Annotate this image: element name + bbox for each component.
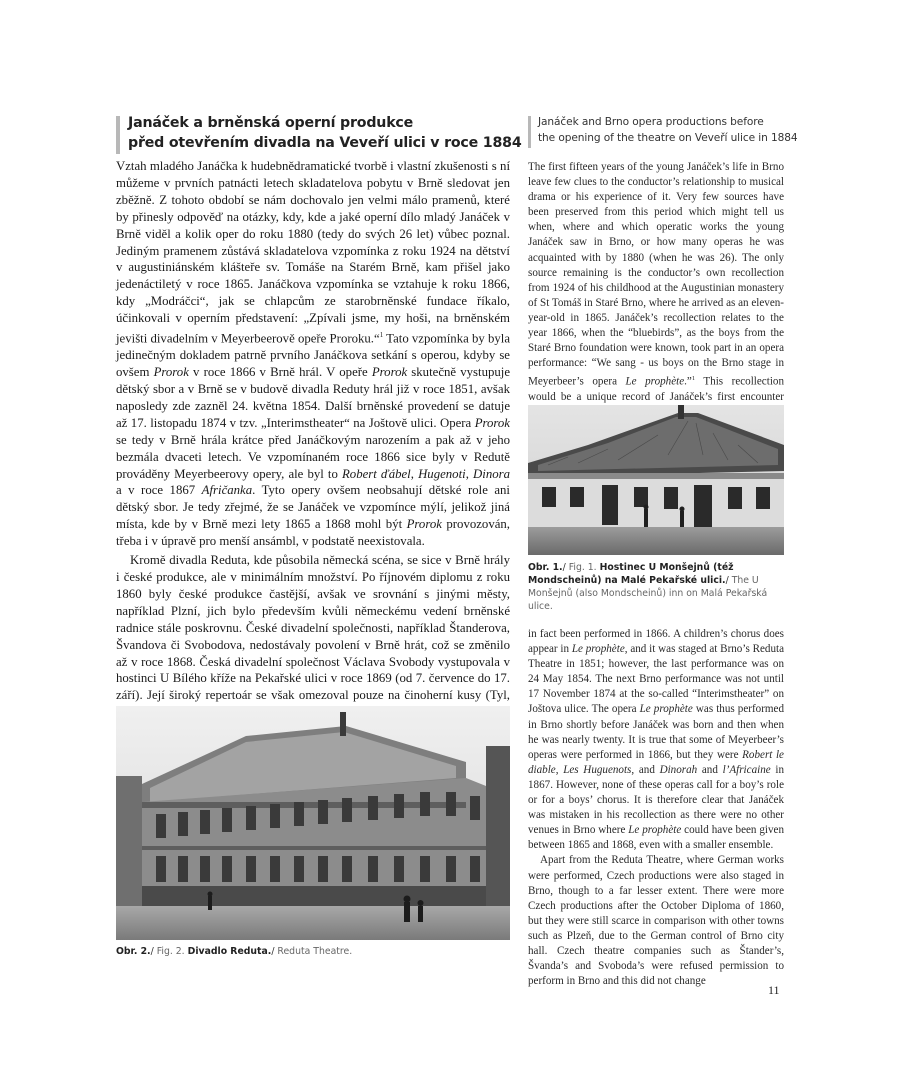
- fig2-label-en: Fig. 2.: [156, 946, 185, 957]
- footnote-marker: 1: [379, 331, 384, 340]
- reduta-theatre-photo-illustration: [116, 706, 510, 940]
- text-run: , and: [631, 763, 660, 776]
- text-run: skutečně vystupuje dětský sbor a v Brně se v budově divadla Reduty hrál již v roce 1851, avšak naposledy zde zazněl 24. května 1854. Další brněnské provedení se datuje až 17. listopadu 1874 v tzv. „Interimstheater“ na Joštově ulici. Opera: [116, 365, 510, 430]
- text-run: Vztah mladého Janáčka k hudebnědramatické tvorbě i vlastní zkušenosti s ní můžeme v prvních patnácti letech skladatelova pobytu v Brně sledovat jen zběžně. Z tohoto období se nám dochovalo jen velmi málo pramenů, které by přinesly odpověď na otázky, kdy, kde a jaké operní dílo mladý Janáček v Brně viděl a kolik oper do roku 1880 (tedy do svých 26 let) vůbec poznal. Jediným pramenem zůstává skladatelova vzpomínka z roku 1924 na dětství v augustiniánském klášteře sv. Tomáše na Starém Brně, kam přišel jako jedenáctiletý v roce 1865. Janáčkova vzpomínka se vztahuje k roku 1866, kdy „Modráčci“, jak se chlapcům ze starobrněnské fundace říkalo, účinkovali v operním představení: „Zpívali jsme, my hoši, na brněnském jevišti divadelním v Meyerbeerově opeře Proroku.“: [116, 159, 510, 346]
- text-run: could have been given between 1865 and 1868, even with a smaller ensemble.: [528, 824, 784, 852]
- fig2-caption: [116, 945, 510, 958]
- english-paragraph-2: Apart from the Reduta Theatre, where German works were performed, Czech productions were also staged in Brno, though to a far lesser extent. There were more Czech productions after the October Diploma of 1860, but they were still scarce in comparison with other towns such as Plzeň, due to the German control of Brno city hall. Czech theatre companies such as Štander’s, Švanda’s and Svoboda’s were refused permission to perform in Brno and this did not change: [528, 854, 784, 988]
- fig2-slash-2: /: [271, 946, 275, 957]
- english-paragraph-1: [528, 160, 784, 420]
- czech-paragraph-2: Kromě divadla Reduta, kde působila německá scéna, se sice v Brně hrály i české produkce, ale v minimálním množství. Po říjnovém diplomu z roku 1860 byly české produkce častější, avšak ve srovnání s jinými městy, například Plzní, jich bylo především kvůli německému vedení brněnské radnice stále poskrovnu. České divadelní společnosti, například Štanderova, Švandova či Svobodova, nedostávaly povolení v Brně hrát, což se změnilo až v roce 1868. Česká divadelní společnost Václava Svobody vystupovala v hostinci U Bílého kříže na Pekařské ulici v roce 1869 (od 7. července do 17. září). Její široký repertoár se však omezoval pouze na činoherní kusy (Tyl,: [116, 553, 510, 703]
- english-body-text-top: [528, 160, 784, 420]
- opera-title: Les Huguenots: [563, 763, 632, 776]
- opera-title: Dinora: [473, 466, 510, 481]
- text-run: ,: [410, 466, 419, 481]
- text-run: in fact been performed in 1866. A children’s chorus does appear in: [528, 628, 784, 656]
- opera-title: Afričanka: [201, 483, 253, 498]
- text-run: and: [697, 763, 723, 776]
- fig1-caption: [528, 561, 784, 613]
- opera-title: Prorok: [406, 517, 442, 532]
- reduta-theatre-photo: [116, 706, 510, 940]
- inn-photo: [528, 405, 784, 555]
- fig1-label-cz: Obr. 1.: [528, 562, 563, 573]
- footnote-marker: 1: [691, 375, 696, 383]
- opera-title: Prorok: [371, 365, 408, 380]
- fig1-slash-2: /: [725, 575, 729, 586]
- text-run: se tedy v Brně hrála krátce před Janáčkovým narozením a pak až v jeho bezmála dvaceti letech. Ve vzpomínaném roce 1866 sice byly v Redutě prováděny Meyerbeerovy opery, ale byl to: [116, 432, 510, 481]
- english-heading-line-2: the opening of the theatre on Veveří ulice in 1884: [538, 132, 798, 144]
- english-heading: [528, 114, 798, 146]
- text-run: a v roce 1867: [116, 483, 202, 498]
- opera-title: Prorok: [153, 365, 189, 380]
- fig2-label-cz: Obr. 2.: [116, 946, 151, 957]
- opera-title: Prorok: [474, 415, 510, 430]
- opera-title: Robert le diable: [528, 748, 784, 776]
- english-paragraph-1-continued: [528, 627, 784, 853]
- czech-body-text: [116, 158, 510, 721]
- text-run: Tato vzpomínka by byla jedinečným dokladem patrně prvního Janáčkova setkání s operou, kdyby se ovšem: [116, 331, 511, 380]
- english-body-text-bottom: [528, 627, 784, 989]
- text-run: ,: [555, 763, 564, 776]
- fig1-slash-1: /: [562, 562, 566, 573]
- text-run: v roce 1866 v Brně hrál. V opeře: [188, 365, 372, 380]
- english-column: [528, 114, 798, 420]
- english-heading-line-1: Janáček and Brno opera productions before: [538, 116, 764, 128]
- czech-heading: [116, 114, 522, 153]
- opera-title: Le prophète: [639, 703, 693, 716]
- fig2-title-cz: Divadlo Reduta.: [187, 946, 272, 957]
- fig1-title-en: The U Monšejnů (also Mondscheinů) inn on Malá Pekařská ulice.: [528, 575, 768, 612]
- fig1-title-cz: Hostinec U Monšejnů (též Mondscheinů) na Malé Pekařské ulici.: [528, 562, 734, 586]
- text-run: provozován, třeba i v úpravě pro menší ansámbl, v podstatě neexistovala.: [116, 517, 510, 549]
- text-run: . Tyto opery ovšem neobsahují dětské role ani dětský sbor. Je tedy zřejmé, že se Janáček ve vzpomínce mýlí, jelikož jiná místa, kde by v Brně mezi lety 1865 a 1868 mohl být: [116, 483, 510, 532]
- text-run: .”: [684, 376, 692, 388]
- opera-title: Hugenoti: [418, 466, 466, 481]
- opera-title: Dinorah: [659, 763, 698, 776]
- opera-title: Le prophète: [571, 643, 625, 656]
- text-run: in 1867. However, none of these operas call for a boy’s role or for a boys’ chorus. It is therefore clear that Janáček was mistaken in his recollection as there were no other venues in Brno where: [528, 763, 784, 837]
- text-run: This recollection would be a unique record of Janáček’s first encounter: [528, 376, 784, 404]
- czech-column: [116, 114, 522, 721]
- fig1-label-en: Fig. 1.: [568, 562, 597, 573]
- opera-title: Le prophète: [625, 376, 685, 388]
- text-run: The first fifteen years of the young Janáček’s life in Brno leave few clues to the conductor’s relationship to musical drama or his experience of it. Very few sources have been preserved from this period which might tell us when, where and which operatic works the young Janáček saw in Brno, or how many operas he was acquainted with by 1880 (when he was 26). The only source remaining is the conductor’s own recollection from 1924 of his childhood at the Augustinian monastery of St Tomáš in Staré Brno, where he arrived as an eleven-year-old in 1865. Janáček’s recollection relates to the year 1866, when the “bluebirds”, as the boys from the Staré Brno foundation were known, took part in an opera performance: “We sang - us boys on the Brno stage in Meyerbeer’s opera: [528, 161, 784, 388]
- text-run: ,: [465, 466, 474, 481]
- czech-heading-line-2: před otevřením divadla na Veveří ulici v roce 1884: [128, 134, 522, 151]
- text-run: , and it was staged at Brno’s Reduta Theatre in 1851; however, the last performance was on 24 May 1854. The next Brno performance was not until 17 November 1874 at the so-called “Interimstheater” on Joštova ulice. The opera: [528, 643, 784, 716]
- page-number: 11: [768, 983, 780, 997]
- opera-title: Robert ďábel: [341, 466, 411, 481]
- opera-title: l’Africaine: [722, 763, 771, 776]
- czech-paragraph-1: [116, 158, 510, 550]
- fig2-slash-1: /: [150, 946, 154, 957]
- opera-title: Le prophète: [628, 824, 682, 837]
- inn-photo-illustration: [528, 405, 784, 555]
- czech-heading-line-1: Janáček a brněnská operní produkce: [128, 115, 414, 131]
- fig2-title-en: Reduta Theatre.: [277, 946, 353, 957]
- text-run: was thus performed in Brno shortly before Janáček was born and then when he was nearly twenty. It is true that some of Meyerbeer’s operas were performed in 1866, but they were: [528, 703, 784, 761]
